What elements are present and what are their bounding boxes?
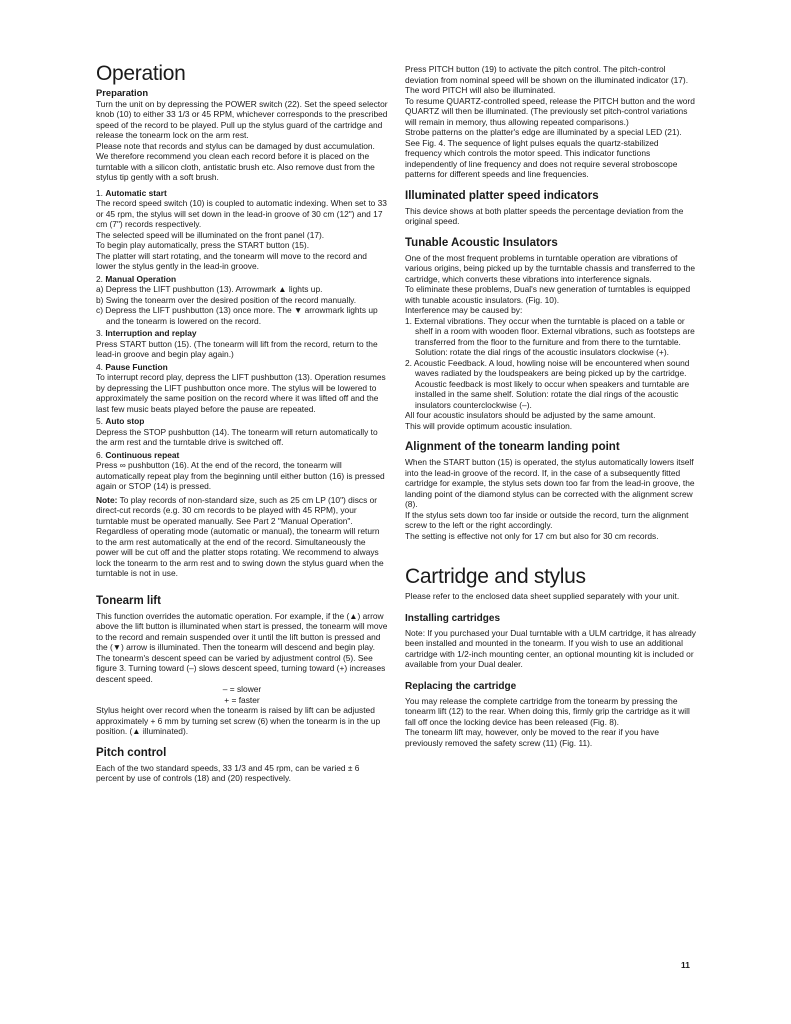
step-1-heading: 1. Automatic start bbox=[96, 187, 167, 198]
pitch-control-heading: Pitch control bbox=[96, 746, 167, 759]
tunable-insulators-paragraph-3: Interference may be caused by: bbox=[405, 305, 523, 315]
step-4-paragraph: To interrupt record play, depress the LIFT pushbutton (13). Operation resumes by depressing the LIFT pushbutton once more. The stylus will be lowered to approximately the same position on the record where it was lifted off and the last few music beats played before the pause are repeated. bbox=[96, 372, 386, 414]
step-1-paragraph-2: The selected speed will be illuminated on the front panel (17). bbox=[96, 229, 325, 240]
preparation-paragraph-2: Please note that records and stylus can be damaged by dust accumulation. We therefore recommend you clean each record before it is placed on the turntable with a silicon cloth, antistatic brush etc. Also remove dust from the stylus tip gently with a soft brush. bbox=[96, 140, 375, 182]
pitch-control-paragraph-2: Press PITCH button (19) to activate the pitch control. The pitch-control deviation from nominal speed will be shown on the illuminated indicator (17). The word PITCH will also be illuminated. bbox=[405, 64, 689, 95]
tonearm-lift-paragraph-3: Stylus height over record when the tonearm is raised by lift can be adjusted approximately + 6 mm by turning set screw (6) when the tonearm is in the up position. (▲ illuminated). bbox=[96, 705, 381, 736]
step-5-heading: 5. Auto stop bbox=[96, 416, 145, 426]
step-1-paragraph-4: The platter will start rotating, and the tonearm will move to the record and lower the stylus gently in the lead-in groove. bbox=[96, 250, 367, 271]
note-paragraph: Note: To play records of non-standard size, such as 25 cm LP (10") discs or direct-cut records (e.g. 30 cm records to be played with 45 RPM), your turntable must be operated manually. See Part 2 "Manual Operation". bbox=[96, 494, 378, 526]
tunable-insulators-paragraph-5: This will provide optimum acoustic insulation. bbox=[405, 420, 573, 431]
tonearm-lift-heading: Tonearm lift bbox=[96, 594, 161, 607]
installing-cartridges-heading: Installing cartridges bbox=[405, 612, 501, 624]
tunable-insulators-paragraph-1: One of the most frequent problems in turntable operation are vibrations of various origins, being picked up by the turntable chassis and transferred to the cartridge, which converts these vibrations into interference signals. bbox=[405, 252, 696, 284]
step-2-heading: 2. Manual Operation bbox=[96, 273, 177, 284]
step-3-paragraph: Press START button (15). (The tonearm will lift from the record, return to the lead-in groove and begin play again.) bbox=[96, 338, 378, 359]
tunable-insulators-heading: Tunable Acoustic Insulators bbox=[405, 236, 558, 249]
tonearm-lift-slower: – = slower bbox=[222, 684, 262, 694]
step-6-paragraph: Press ∞ pushbutton (16). At the end of the record, the tonearm will automatically repeat play from the beginning until either button (16) is pressed again or STOP (14) is pressed. bbox=[96, 460, 385, 491]
section-title-operation: Operation bbox=[96, 62, 186, 85]
alignment-paragraph-2: If the stylus sets down too far inside or outside the record, turn the alignment screw to the left or the right accordingly. bbox=[405, 509, 689, 530]
left-column bbox=[96, 62, 388, 784]
replacing-cartridge-paragraph-1: You may release the complete cartridge from the tonearm by pressing the tonearm lift (12) to the rear. When doing this, firmly grip the cartridge as it will fall off once the locking device has been released (Fig. 8). bbox=[405, 695, 690, 727]
tonearm-lift-paragraph-2: The tonearm's descent speed can be varied by adjustment control (5). See figure 3. Turning toward (–) slows descent speed, turning toward (+) increases descent speed. bbox=[96, 652, 386, 684]
tunable-insulators-paragraph-4: All four acoustic insulators should be adjusted by the same amount. bbox=[405, 410, 656, 420]
illuminated-indicators-heading: Illuminated platter speed indicators bbox=[405, 189, 599, 202]
step-4-heading: 4. Pause Function bbox=[96, 361, 168, 372]
replacing-cartridge-heading: Replacing the cartridge bbox=[405, 680, 517, 692]
tunable-insulators-item-1: 1. External vibrations. They occur when the turntable is placed on a table or shelf in a room with wooden floor. External vibrations, such as footsteps are transferred from the floor to the furniture and from there to the turntable. Solution: rotate the dial rings of the acoustic insulators clockwise (+). bbox=[405, 315, 695, 357]
step-5-paragraph: Depress the STOP pushbutton (14). The tonearm will return automatically to the arm rest and the turntable drive is switched off. bbox=[96, 426, 378, 447]
right-column bbox=[405, 64, 697, 748]
step-2-item-a: a) Depress the LIFT pushbutton (13). Arrowmark ▲ lights up. bbox=[96, 284, 323, 294]
step-6-heading: 6. Continuous repeat bbox=[96, 449, 180, 460]
installing-cartridges-paragraph: Note: If you purchased your Dual turntable with a ULM cartridge, it has already been installed and mounted in the tonearm. If you wish to use an additional cartridge with 1/2-inch mounting center, an optional mounting kit is included or available from your Dual dealer. bbox=[405, 627, 696, 669]
page-number: 11 bbox=[681, 960, 690, 970]
step-2-item-b: b) Swing the tonearm over the desired position of the record manually. bbox=[96, 294, 357, 305]
pitch-control-paragraph-1: Each of the two standard speeds, 33 1/3 and 45 rpm, can be varied ± 6 percent by use of controls (18) and (20) respectively. bbox=[96, 762, 360, 783]
tunable-insulators-paragraph-2: To eliminate these problems, Dual's new generation of turntables is equipped with tunable acoustic insulators. (Fig. 10). bbox=[405, 284, 691, 305]
step-2-item-c: c) Depress the LIFT pushbutton (13) once more. The ▼ arrowmark lights up and the tonearm is lowered on the record. bbox=[96, 305, 378, 326]
step-1-paragraph-1: The record speed switch (10) is coupled to automatic indexing. When set to 33 or 45 rpm, the stylus will set down in the lead-in groove of 30 cm (12") and 17 cm (7") records respectively. bbox=[96, 198, 387, 229]
section-title-cartridge: Cartridge and stylus bbox=[405, 565, 586, 588]
preparation-heading: Preparation bbox=[96, 87, 149, 98]
note-paragraph-2: Regardless of operating mode (automatic or manual), the tonearm will return to the arm rest automatically at the end of the record. Simultaneously the power will be cut off and the platter stops rotating. We recommend to always lock the tonearm to the arm rest and to swing down the stylus guard when the turntable is not in use. bbox=[96, 526, 384, 578]
pitch-control-paragraph-3: To resume QUARTZ-controlled speed, release the PITCH button and the word QUARTZ will then be illuminated. (The previously set pitch-control variations will remain in memory, thus allowing repeated comparisons.) bbox=[405, 95, 695, 127]
alignment-paragraph-1: When the START button (15) is operated, the stylus automatically lowers itself into the lead-in groove of the record. If, in the case of a subsequently fitted cartridge for example, the stylus sets down too far from the lead-in groove, the landing point of the diamond stylus can be corrected with the alignment screw (8). bbox=[405, 457, 695, 509]
cartridge-paragraph: Please refer to the enclosed data sheet supplied separately with your unit. bbox=[405, 591, 680, 601]
step-1-paragraph-3: To begin play automatically, press the START button (15). bbox=[96, 240, 310, 250]
preparation-paragraph-1: Turn the unit on by depressing the POWER switch (22). Set the speed selector knob (10) to either 33 1/3 or 45 RPM, whichever corresponds to the prescribed speed of the record to be played. Pull up the stylus guard of the cartridge and release the tonearm lock on the arm rest. bbox=[96, 98, 388, 140]
pitch-control-paragraph-4: Strobe patterns on the platter's edge are illuminated by a special LED (21). See Fig. 4. The sequence of light pulses equals the quartz-stabilized frequency which controls the motor speed. This indicator functions independently of line frequency and does not require several stroboscope patterns for different speeds and line frequencies. bbox=[405, 127, 682, 179]
replacing-cartridge-paragraph-2: The tonearm lift may, however, only be moved to the rear if you have previously removed the safety screw (11) (Fig. 11). bbox=[405, 727, 660, 748]
tonearm-lift-paragraph-1: This function overrides the automatic operation. For example, if the (▲) arrow above the lift button is illuminated when start is pressed, the tonearm will move to the record and remain suspended over it until the lift button is pressed and the (▼) arrow is illuminated. Then the tonearm will descend and begin play. bbox=[96, 610, 388, 652]
illuminated-indicators-paragraph: This device shows at both platter speeds the percentage deviation from the original speed. bbox=[405, 205, 684, 226]
tonearm-lift-faster: + = faster bbox=[224, 694, 260, 705]
alignment-heading: Alignment of the tonearm landing point bbox=[405, 441, 620, 453]
tunable-insulators-item-2: 2. Acoustic Feedback. A loud, howling noise will be encountered when sound waves radiated by the loudspeakers are being picked up by the cartridge. Acoustic feedback is most likely to occur when speakers and turntable are installed in the same shelf. Solution: rotate the dial rings of the acoustic insulators counterclockwise (–). bbox=[405, 357, 690, 410]
step-3-heading: 3. Interruption and replay bbox=[96, 328, 197, 338]
alignment-paragraph-3: The setting is effective not only for 17 cm but also for 30 cm records. bbox=[405, 530, 659, 541]
